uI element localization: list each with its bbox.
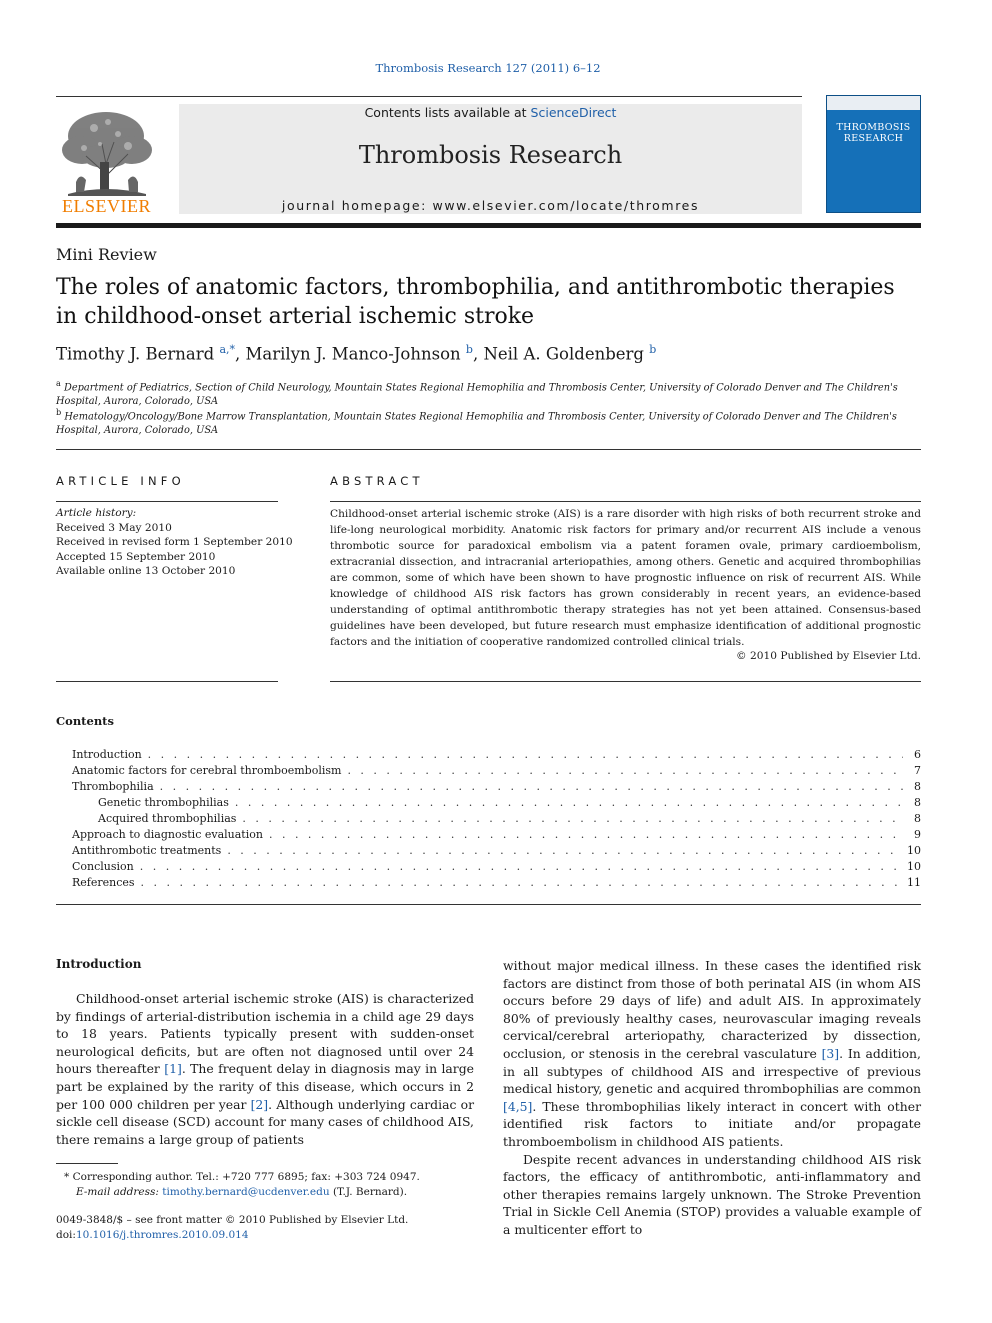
- toc-label: Acquired thrombophilias: [98, 812, 237, 825]
- email-label: E-mail address:: [76, 1186, 159, 1198]
- toc-page: 8: [914, 812, 921, 825]
- toc-label: Genetic thrombophilias: [98, 796, 229, 809]
- abstract-bottom-rule: [330, 681, 921, 682]
- toc-leader: [235, 796, 903, 809]
- body-paragraph: [56, 990, 474, 1148]
- text-run: . The frequent delay in diagnosis may in large part be explained by the rarity of this disease, which occurs in 2 per 100 000 children per year: [56, 1061, 474, 1112]
- toc-label: Conclusion: [72, 860, 134, 873]
- toc-label: Introduction: [72, 748, 142, 761]
- toc-page: 7: [914, 764, 921, 777]
- toc-leader: [347, 764, 903, 777]
- toc-page: 6: [914, 748, 921, 761]
- contents-availability-line: [179, 105, 802, 120]
- abstract-copyright: © 2010 Published by Elsevier Ltd.: [736, 650, 921, 662]
- text-run: without major medical illness. In these cases the identified risk factors are distinct from those of both perinatal AIS (in whom AIS occurs before 29 days of life) and adult AIS. In approximately 80% of previously healthy cases, neurovascular imaging reveals cervical/cerebral arteriopathy, characterized by dissection, occlusion, or stenosis in the cerebral vasculature: [503, 958, 921, 1061]
- toc-label: Thrombophilia: [72, 780, 154, 793]
- affiliation-key: b: [56, 407, 62, 417]
- doi-label: doi:: [56, 1228, 76, 1241]
- introduction-heading: Introduction: [56, 957, 142, 971]
- text-run: . Although underlying cardiac or sickle cell disease (SCD) account for many cases of childhood AIS, there remains a large group of patients: [56, 1096, 474, 1147]
- history-item: Received in revised form 1 September 2010: [56, 536, 293, 548]
- footnote: [56, 1170, 474, 1200]
- toc-page: 8: [914, 780, 921, 793]
- text-run: . These thrombophilias likely interact in concert with other identified risk factors to initiate and/or propagate thromboembolism in childhood AIS patients.: [503, 1098, 921, 1149]
- history-item: Accepted 15 September 2010: [56, 550, 216, 563]
- body-column-left: [56, 990, 474, 1148]
- article-info-heading: ARTICLE INFO: [56, 474, 185, 488]
- text-run: Childhood-onset arterial ischemic stroke (AIS) is characterized by findings of arterial-distribution ischemia in a child age 29 days to 18 years. Patients typically present with sudden-onset neurological deficits, but are often not diagnosed until over 24 hours thereafter: [56, 991, 474, 1077]
- body-paragraph: [503, 957, 921, 1151]
- journal-cover-title: THROMBOSIS RESEARCH: [836, 122, 911, 144]
- toc-entry-references[interactable]: [72, 876, 921, 892]
- email-link[interactable]: timothy.bernard@ucdenver.edu: [162, 1186, 330, 1198]
- toc-entry-anatomic-factors[interactable]: [72, 764, 921, 780]
- contents-prefix: Contents lists available at: [364, 105, 531, 120]
- reference-link[interactable]: [4,5]: [503, 1098, 533, 1114]
- contents-bottom-rule: [56, 904, 921, 905]
- issn-doi-block: [56, 1213, 408, 1242]
- reference-link[interactable]: [1]: [164, 1061, 182, 1077]
- toc-entry-thrombophilia[interactable]: [72, 780, 921, 796]
- history-item: Received 3 May 2010: [56, 521, 172, 534]
- author-affiliation-link[interactable]: a,*: [219, 343, 236, 356]
- body-column-right: [503, 957, 921, 1239]
- author-name: Timothy J. Bernard: [56, 344, 215, 364]
- toc-label: Antithrombotic treatments: [72, 844, 222, 857]
- doi-line: [56, 1228, 408, 1243]
- toc-entry-conclusion[interactable]: [72, 860, 921, 876]
- toc-entry-antithrombotic-treatments[interactable]: [72, 844, 921, 860]
- toc-entry-introduction[interactable]: [72, 748, 921, 764]
- journal-homepage[interactable]: journal homepage: www.elsevier.com/locate/thromres: [281, 198, 700, 213]
- toc-label: Anatomic factors for cerebral thromboembolism: [72, 764, 342, 777]
- email-suffix: (T.J. Bernard).: [329, 1186, 408, 1198]
- toc-entry-acquired-thrombophilias[interactable]: [98, 812, 921, 828]
- journal-cover-image[interactable]: [826, 95, 921, 213]
- text-run: . In addition, in all subtypes of childhood AIS and irrespective of previous medical history, genetic and acquired thrombophilias are common: [503, 1045, 921, 1097]
- affiliation-b: [56, 405, 921, 438]
- history-label: Article history:: [56, 507, 137, 519]
- article-history: [56, 506, 293, 579]
- author-affiliation-link[interactable]: b: [649, 343, 657, 356]
- article-title: The roles of anatomic factors, thrombophilia, and antithrombotic therapies in childhood-onset arterial ischemic stroke: [56, 275, 895, 329]
- toc-leader: [269, 828, 903, 841]
- email-line: [56, 1185, 474, 1200]
- toc-label: Approach to diagnostic evaluation: [72, 828, 263, 841]
- toc-label: References: [72, 876, 135, 889]
- history-item: Available online 13 October 2010: [56, 565, 236, 577]
- author-list: Timothy J. Bernard $^{a,*}$, Marilyn J. Manco-Johnson $^b$, Neil A. Goldenberg $^b$: [56, 343, 657, 364]
- abstract-text: Childhood-onset arterial ischemic stroke (AIS) is a rare disorder with high risks of both recurrent stroke and life-long neurological morbidity. Anatomic risk factors for primary and/or recurrent AIS include a venous thrombotic source for paradoxical embolism via a patent foramen ovale, primary cardioembolism, extracranial dissection, and intracranial arteriopathies, among others. Genetic and acquired thrombophilias are common, some of which have been shown to have prognostic influence on risk of recurrent AIS. While knowledge of childhood AIS risk factors has grown considerably in recent years, an evidence-based understanding of optimal antithrombotic therapy strategies has not yet been attained. Consensus-based guidelines have been developed, but future research must emphasize identification of additional prognostic factors and the initiation of cooperative randomized controlled clinical trials.: [330, 508, 921, 648]
- affiliation-key: a: [56, 378, 61, 388]
- corresponding-author-note: * Corresponding author. Tel.: +720 777 6895; fax: +303 724 0947.: [64, 1171, 420, 1183]
- reference-link[interactable]: [3]: [821, 1045, 840, 1061]
- journal-cover-stripe: [827, 96, 920, 110]
- journal-citation[interactable]: Thrombosis Research 127 (2011) 6–12: [375, 61, 601, 75]
- header-thick-rule: [56, 223, 921, 228]
- sciencedirect-link[interactable]: ScienceDirect: [530, 105, 617, 120]
- toc-entry-genetic-thrombophilias[interactable]: [98, 796, 921, 812]
- toc-leader: [141, 876, 901, 889]
- toc-page: 8: [914, 796, 921, 809]
- abstract-heading: ABSTRACT: [330, 474, 424, 488]
- toc-entry-diagnostic-evaluation[interactable]: [72, 828, 921, 844]
- abstract-rule: [330, 501, 921, 502]
- article-info-bottom-rule: [56, 681, 278, 682]
- section-rule: [56, 449, 921, 450]
- body-paragraph: Despite recent advances in understanding childhood AIS risk factors, the efficacy of antithrombotic, anti-inflammatory and other therapies remains largely unknown. The Stroke Prevention Trial in Sickle Cell Anemia (STOP) provides a valuable example of a multicenter effort to: [503, 1151, 921, 1237]
- issn-line: 0049-3848/$ – see front matter © 2010 Published by Elsevier Ltd.: [56, 1214, 409, 1226]
- toc-page: 10: [907, 860, 921, 873]
- elsevier-wordmark[interactable]: ELSEVIER: [62, 196, 151, 216]
- doi-link[interactable]: 10.1016/j.thromres.2010.09.014: [75, 1228, 249, 1241]
- toc-leader: [242, 812, 903, 825]
- author-name: Neil A. Goldenberg: [483, 344, 644, 364]
- article-info-rule: [56, 501, 278, 502]
- toc-leader: [160, 780, 903, 793]
- footnote-rule: [56, 1163, 118, 1164]
- journal-name[interactable]: Thrombosis Research: [358, 141, 623, 169]
- affiliation-text: Department of Pediatrics, Section of Child Neurology, Mountain States Regional Hemophilia and Thrombosis Center, University of Colorado Denver and The Children's Hospital, Aurora, Colorado, USA: [56, 382, 898, 408]
- toc-page: 9: [914, 828, 921, 841]
- author-affiliation-link[interactable]: b: [465, 343, 473, 356]
- article-type: Mini Review: [56, 245, 157, 264]
- author-name: Marilyn J. Manco-Johnson: [245, 344, 461, 364]
- reference-link[interactable]: [2]: [250, 1096, 269, 1112]
- toc-leader: [140, 860, 901, 873]
- toc-leader: [148, 748, 903, 761]
- toc-leader: [227, 844, 901, 857]
- affiliation-text: Hematology/Oncology/Bone Marrow Transplantation, Mountain States Regional Hemophilia and Thrombosis Center, University of Colorado Denver and The Children's Hospital, Aurora, Colorado, USA: [56, 411, 897, 437]
- toc-page: 11: [907, 876, 921, 889]
- header-top-rule: [56, 96, 802, 97]
- toc-page: 10: [907, 844, 921, 857]
- contents-heading: Contents: [56, 714, 114, 728]
